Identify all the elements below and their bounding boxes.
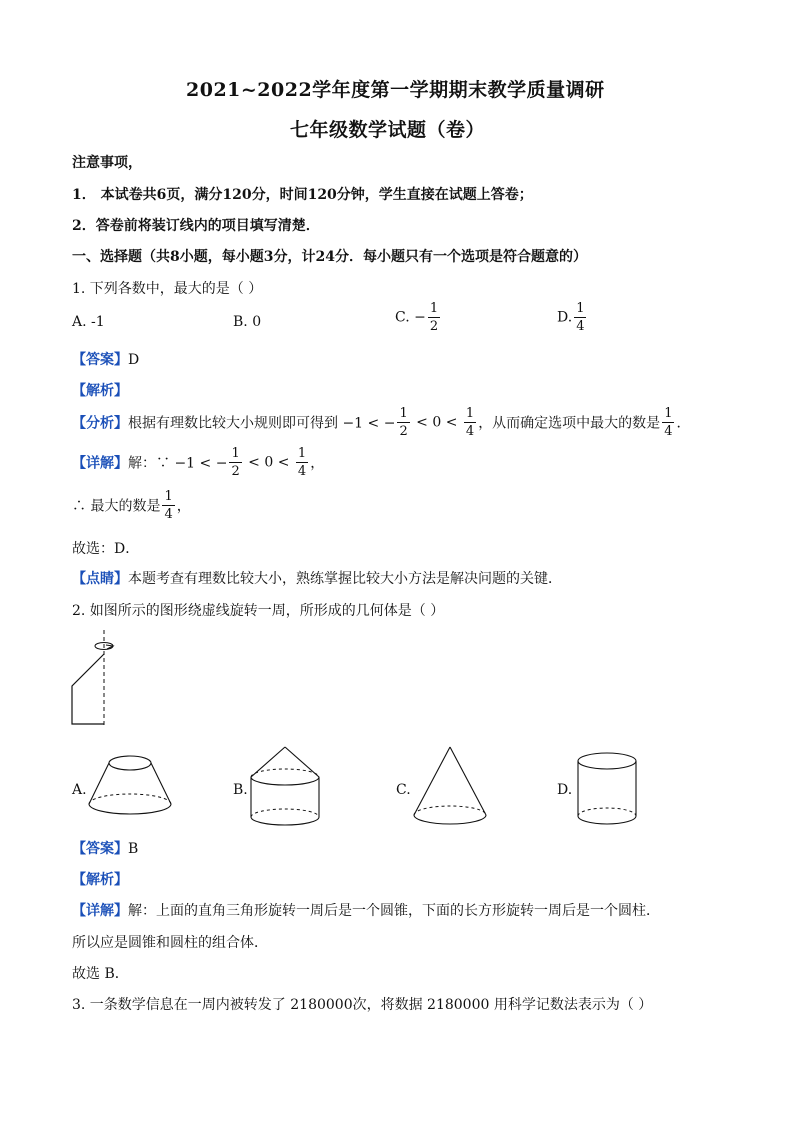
comment-label: 点睛 <box>86 571 114 587</box>
q1-option-d-fraction <box>574 302 586 333</box>
fraction-numerator: 1 <box>399 406 408 421</box>
fenxi-text-2: < 0 < <box>411 414 462 431</box>
fenxi-text-1: 根据有理数比较大小规则即可得到 −1 < − <box>128 415 396 432</box>
q1-choose: 故选：D． <box>72 541 140 557</box>
analysis-label: 解析 <box>86 872 114 888</box>
q1-analysis-heading: 【解析】 <box>72 383 128 399</box>
exam-title: 2021~2022学年度第一学期期末教学质量调研 <box>186 79 605 101</box>
therefore-end: ， <box>176 498 191 515</box>
q1-option-c <box>395 302 442 333</box>
cone-cylinder-shape-icon <box>245 745 325 830</box>
detail-label: 详解 <box>86 455 114 472</box>
exam-subtitle: 七年级数学试题（卷） <box>290 119 486 141</box>
cylinder-shape-icon <box>574 750 640 830</box>
fraction-quarter <box>162 490 174 521</box>
q1-therefore <box>72 490 191 521</box>
fraction-denominator: 4 <box>297 464 307 479</box>
q1-option-a: A. -1 <box>72 314 105 330</box>
q1-detail: 【详解】解：∵ −1 < − $\frac{1}{2}$ < 0 < $\frac{1}{4}$ ， <box>72 446 325 479</box>
fraction-denominator: 4 <box>465 424 475 439</box>
fenxi-label: 分析 <box>86 415 114 432</box>
fenxi-text-4: ． <box>676 415 691 432</box>
q1-answer-value: D <box>128 352 140 368</box>
answer-label: 答案 <box>86 352 114 368</box>
q2-detail-2: 所以应是圆锥和圆柱的组合体． <box>72 935 268 951</box>
detail-label: 详解 <box>86 903 114 919</box>
fraction-numerator: 1 <box>164 489 173 504</box>
q2-detail: 【详解】解：上面的直角三角形旋转一周后是一个圆锥，下面的长方形旋转一周后是一个圆柱． <box>72 903 660 919</box>
fraction-numerator: 1 <box>664 406 673 421</box>
fraction-denominator: 4 <box>164 507 173 522</box>
fenxi-text-3: ，从而确定选项中最大的数是 <box>478 415 661 432</box>
q1-option-d-label: D. <box>557 309 573 326</box>
q2-detail-text: 解：上面的直角三角形旋转一周后是一个圆锥，下面的长方形旋转一周后是一个圆柱． <box>128 903 660 919</box>
fraction-denominator: 2 <box>399 424 408 439</box>
section-heading: 一、选择题（共8小题，每小题3分，计24分．每小题只有一个选项是符合题意的） <box>72 249 587 265</box>
notes-item-2: 2．答卷前将装订线内的项目填写清楚． <box>72 218 320 234</box>
q2-option-d-label: D. <box>557 782 573 798</box>
fraction-half <box>397 407 409 438</box>
answer-label: 答案 <box>86 841 114 857</box>
fraction-denominator: 4 <box>664 424 673 439</box>
q1-option-c-fraction <box>428 302 440 333</box>
q2-option-b-label: B. <box>233 782 248 798</box>
q2-stem: 2. 如图所示的图形绕虚线旋转一周，所形成的几何体是（ ） <box>72 603 445 619</box>
fraction-denominator: 2 <box>231 464 240 479</box>
fraction-numerator: 1 <box>576 301 585 316</box>
q2-choose: 故选 B． <box>72 966 129 982</box>
q2-rotation-figure <box>60 628 130 733</box>
q1-comment-text: 本题考查有理数比较大小，熟练掌握比较大小方法是解决问题的关键． <box>128 571 562 587</box>
fraction-denominator: 4 <box>576 319 585 334</box>
q1-fenxi: 【分析】根据有理数比较大小规则即可得到 −1 < − $\frac{1}{2}$ < 0 < $\frac{1}{4}$ ，从而确定选项中最大的数是 $\frac{1}{4}$ ． <box>72 406 691 439</box>
q2-analysis-heading: 【解析】 <box>72 872 128 888</box>
fraction-quarter <box>662 407 674 438</box>
detail-text-3: ， <box>310 455 325 472</box>
cone-shape-icon <box>410 745 490 830</box>
q2-answer-value: B <box>128 841 139 857</box>
frustum-shape-icon <box>85 752 175 822</box>
q2-option-a-label: A. <box>72 782 87 798</box>
q2-answer: 【答案】B <box>72 841 139 857</box>
fraction-denominator: 2 <box>429 319 439 334</box>
fraction-half <box>229 447 241 478</box>
q1-stem: 1. 下列各数中，最大的是（ ） <box>72 281 263 297</box>
q1-option-b: B. 0 <box>233 314 262 330</box>
fraction-quarter <box>296 447 308 478</box>
notes-item-1: 1． 本试卷共6页，满分120分，时间120分钟，学生直接在试题上答卷； <box>72 187 533 203</box>
q3-stem: 3. 一条数学信息在一周内被转发了 2180000次，将数据 2180000 用科学记数法表示为（ ） <box>72 997 653 1013</box>
detail-text-2: < 0 < <box>243 454 294 471</box>
detail-text-1: 解：∵ −1 < − <box>128 455 228 472</box>
therefore-text: ∴ 最大的数是 <box>72 498 161 515</box>
q2-option-c-label: C. <box>396 782 411 798</box>
q1-answer: 【答案】D <box>72 352 140 368</box>
q1-comment: 【点睛】本题考查有理数比较大小，熟练掌握比较大小方法是解决问题的关键． <box>72 571 562 587</box>
fraction-numerator: 1 <box>231 446 240 461</box>
fraction-numerator: 1 <box>429 301 439 316</box>
q1-option-c-label: C. − <box>395 309 426 326</box>
fraction-numerator: 1 <box>297 446 307 461</box>
fraction-quarter <box>464 407 476 438</box>
fraction-numerator: 1 <box>465 406 475 421</box>
notes-heading: 注意事项， <box>72 155 142 171</box>
analysis-label: 解析 <box>86 383 114 399</box>
q1-option-d <box>557 302 588 333</box>
